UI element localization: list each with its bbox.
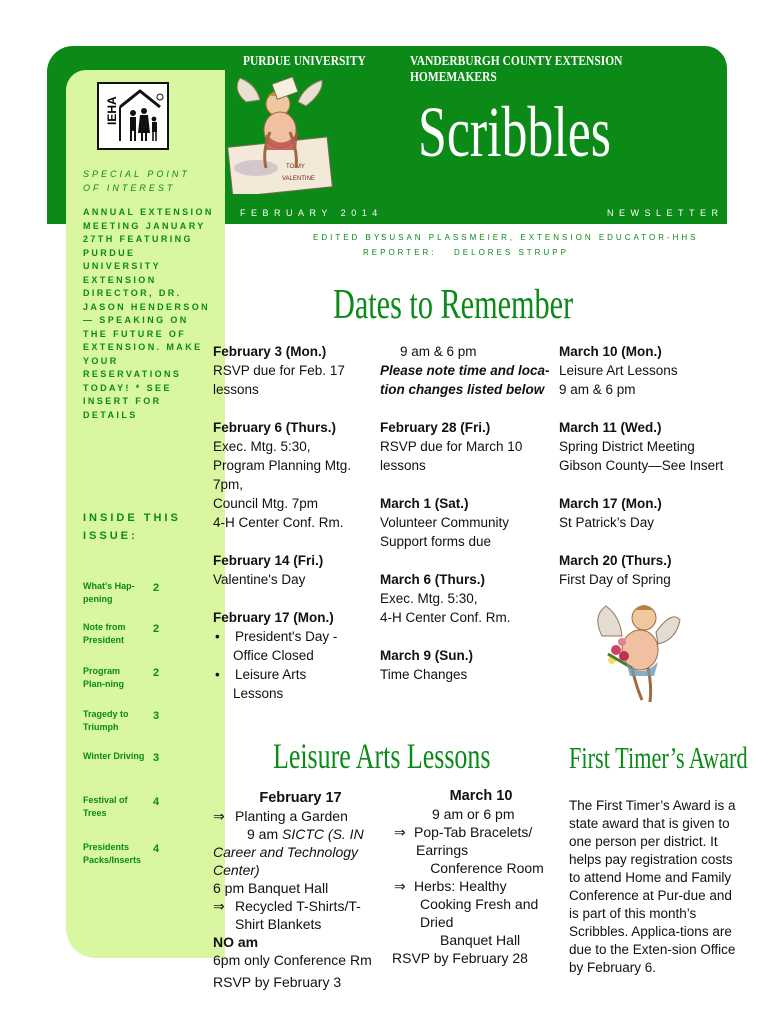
event-text: Time Changes — [380, 667, 468, 682]
event-text: Council Mtg. 7pm — [213, 496, 319, 511]
lesson-text: Dried — [420, 914, 454, 930]
event-text: 4-H Center Conf. Rm. — [380, 610, 511, 625]
arrow-icon: ⇒ — [394, 878, 406, 894]
event-text: 9 am & 6 pm — [400, 344, 477, 359]
lesson-text: Pop-Tab Bracelets/ — [414, 824, 533, 840]
edited-by-label: EDITED BY: — [313, 233, 388, 242]
leisure-march-column — [392, 787, 562, 967]
event-text: lessons — [380, 458, 426, 473]
event-text: Gibson County—See Insert — [559, 458, 724, 473]
bullet-icon: • — [215, 667, 220, 682]
lesson-text: 6 pm Banquet Hall — [213, 880, 329, 896]
logo-text: IEHA — [105, 96, 119, 125]
event-text: St Patrick’s Day — [559, 515, 655, 530]
toc-page: 3 — [153, 752, 160, 764]
lesson-note: NO am — [213, 934, 259, 950]
event-text: Valentine's Day — [213, 572, 306, 587]
dates-column-1 — [213, 342, 378, 703]
event-heading: February 3 (Mon.) — [213, 344, 327, 359]
svg-text:TO MY: TO MY — [286, 164, 305, 170]
lesson-item — [213, 897, 388, 915]
lesson-item — [392, 877, 562, 895]
location-note: Please note time and loca- — [380, 363, 550, 378]
location-note: tion changes listed below — [380, 382, 545, 397]
lesson-text: 6pm only Conference Rm — [213, 952, 372, 968]
event-text: Volunteer Community — [380, 515, 510, 530]
leisure-title: Leisure Arts Lessons — [273, 736, 491, 776]
lesson-location: Center) — [213, 862, 260, 878]
toc-label: Tragedy to Triumph — [83, 709, 129, 732]
lesson-item — [392, 823, 562, 841]
newsletter-label: NEWSLETTER — [607, 208, 724, 218]
county-title: VANDERBURGH COUNTY EXTENSION HOMEMAKERS — [410, 54, 623, 85]
special-point-title: SPECIAL POINT OF INTEREST — [83, 169, 190, 193]
lesson-text: Planting a Garden — [235, 808, 348, 824]
event-heading: March 20 (Thurs.) — [559, 553, 672, 568]
cupid-valentine-image — [226, 72, 338, 194]
lesson-text: Herbs: Healthy — [414, 878, 507, 894]
ieha-logo — [97, 82, 169, 150]
event-heading: March 9 (Sun.) — [380, 648, 474, 663]
event-text: RSVP due for March 10 — [380, 439, 523, 454]
event-heading: March 11 (Wed.) — [559, 420, 662, 435]
lesson-heading: February 17 — [259, 790, 342, 806]
toc-page: 4 — [153, 843, 160, 855]
issue-date: FEBRUARY 2014 — [240, 208, 383, 218]
bullet-text: Leisure Arts — [235, 667, 307, 682]
toc-page: 2 — [153, 582, 160, 594]
reporter-label: REPORTER: — [363, 248, 437, 257]
event-heading: February 14 (Fri.) — [213, 553, 324, 568]
event-text: 7pm, — [213, 477, 244, 492]
toc-page: 2 — [153, 667, 160, 679]
dates-column-2 — [380, 342, 558, 684]
event-text: Support forms due — [380, 534, 492, 549]
toc-label: Program Plan-ning — [83, 666, 124, 689]
event-text: First Day of Spring — [559, 572, 671, 587]
toc-page: 2 — [153, 623, 160, 635]
toc-page: 4 — [153, 796, 160, 808]
toc-page: 3 — [153, 710, 160, 722]
lesson-text: Earrings — [416, 842, 469, 858]
reporter-value: DELORES STRUPP — [454, 248, 569, 257]
event-heading: February 6 (Thurs.) — [213, 420, 337, 435]
toc-label: Presidents Packs/Inserts — [83, 842, 142, 865]
bullet-text: Lessons — [233, 686, 284, 701]
lesson-rsvp: RSVP by February 28 — [392, 950, 528, 966]
lesson-rsvp: RSVP by February 3 — [213, 974, 342, 990]
award-title: First Timer’s Award — [569, 740, 748, 775]
bullet-text: Office Closed — [233, 648, 314, 663]
event-text: Program Planning Mtg. — [213, 458, 352, 473]
lesson-text: Conference Room — [430, 860, 544, 876]
special-point-body: ANNUAL EXTENSION MEETING JANUARY 27TH FEATURING PURDUE UNIVERSITY EXTENSION DIRECTOR, DR. JASON HENDERSON— SPEAKING ON THE FUTURE OF EXTENSION. MAKE YOUR RESERVATIONS TODAY! * SEE INSERT FOR DETAILS — [83, 207, 214, 420]
event-heading: March 17 (Mon.) — [559, 496, 662, 511]
event-heading: March 6 (Thurs.) — [380, 572, 486, 587]
leisure-february-column — [213, 789, 388, 991]
event-text: 4-H Center Conf. Rm. — [213, 515, 344, 530]
award-body: The First Timer’s Award is a state award that is given to one person per district. It helps pay registration costs to attend Home and Family Conference at Pur-due and is part of this month’s Scribbles. Applica-tions are due to the Exten-sion Office by February 6. — [569, 798, 736, 975]
bullet-text: President's Day - — [235, 629, 338, 644]
bullet-item — [213, 665, 378, 684]
arrow-icon: ⇒ — [213, 808, 225, 824]
cupid-flowers-image — [592, 596, 686, 704]
event-text: Exec. Mtg. 5:30, — [213, 439, 311, 454]
lesson-text: Banquet Hall — [440, 932, 521, 948]
arrow-icon: ⇒ — [394, 824, 406, 840]
lesson-text: Cooking Fresh and — [420, 896, 539, 912]
lesson-text: 9 am or 6 pm — [432, 806, 515, 822]
lesson-text: 9 am — [247, 826, 283, 842]
lesson-location: Career and Technology — [213, 844, 359, 860]
lesson-heading: March 10 — [449, 788, 513, 804]
purdue-title: PURDUE UNIVERSITY — [243, 54, 366, 69]
lesson-item — [213, 807, 388, 825]
toc-label: Winter Driving — [83, 751, 145, 761]
event-text: 9 am & 6 pm — [559, 382, 636, 397]
event-heading: February 17 (Mon.) — [213, 610, 334, 625]
event-heading: March 1 (Sat.) — [380, 496, 469, 511]
arrow-icon: ⇒ — [213, 898, 225, 914]
inside-this-issue-title: INSIDE THIS ISSUE: — [83, 512, 181, 542]
event-text: RSVP due for Feb. 17 — [213, 363, 345, 378]
event-text: lessons — [213, 382, 259, 397]
svg-text:VALENTINE: VALENTINE — [282, 176, 315, 182]
event-heading: March 10 (Mon.) — [559, 344, 662, 359]
bullet-icon: • — [215, 629, 220, 644]
bullet-item — [213, 627, 378, 646]
event-heading: February 28 (Fri.) — [380, 420, 491, 435]
event-text: Spring District Meeting — [559, 439, 695, 454]
event-text: Exec. Mtg. 5:30, — [380, 591, 478, 606]
toc-label: Festival of Trees — [83, 795, 128, 818]
lesson-location: SICTC (S. IN — [282, 826, 364, 842]
toc-label: Note from President — [83, 622, 126, 645]
dates-title: Dates to Remember — [333, 282, 574, 328]
event-text: Leisure Art Lessons — [559, 363, 678, 378]
lesson-text: Shirt Blankets — [235, 916, 322, 932]
lesson-text: Recycled T-Shirts/T- — [235, 898, 361, 914]
masthead: Scribbles — [418, 92, 611, 172]
toc-label: What's Hap-pening — [83, 581, 135, 604]
dates-column-3 — [559, 342, 739, 589]
edited-by-value: SUSAN PLASSMEIER, EXTENSION EDUCATOR-HHS — [381, 233, 699, 242]
